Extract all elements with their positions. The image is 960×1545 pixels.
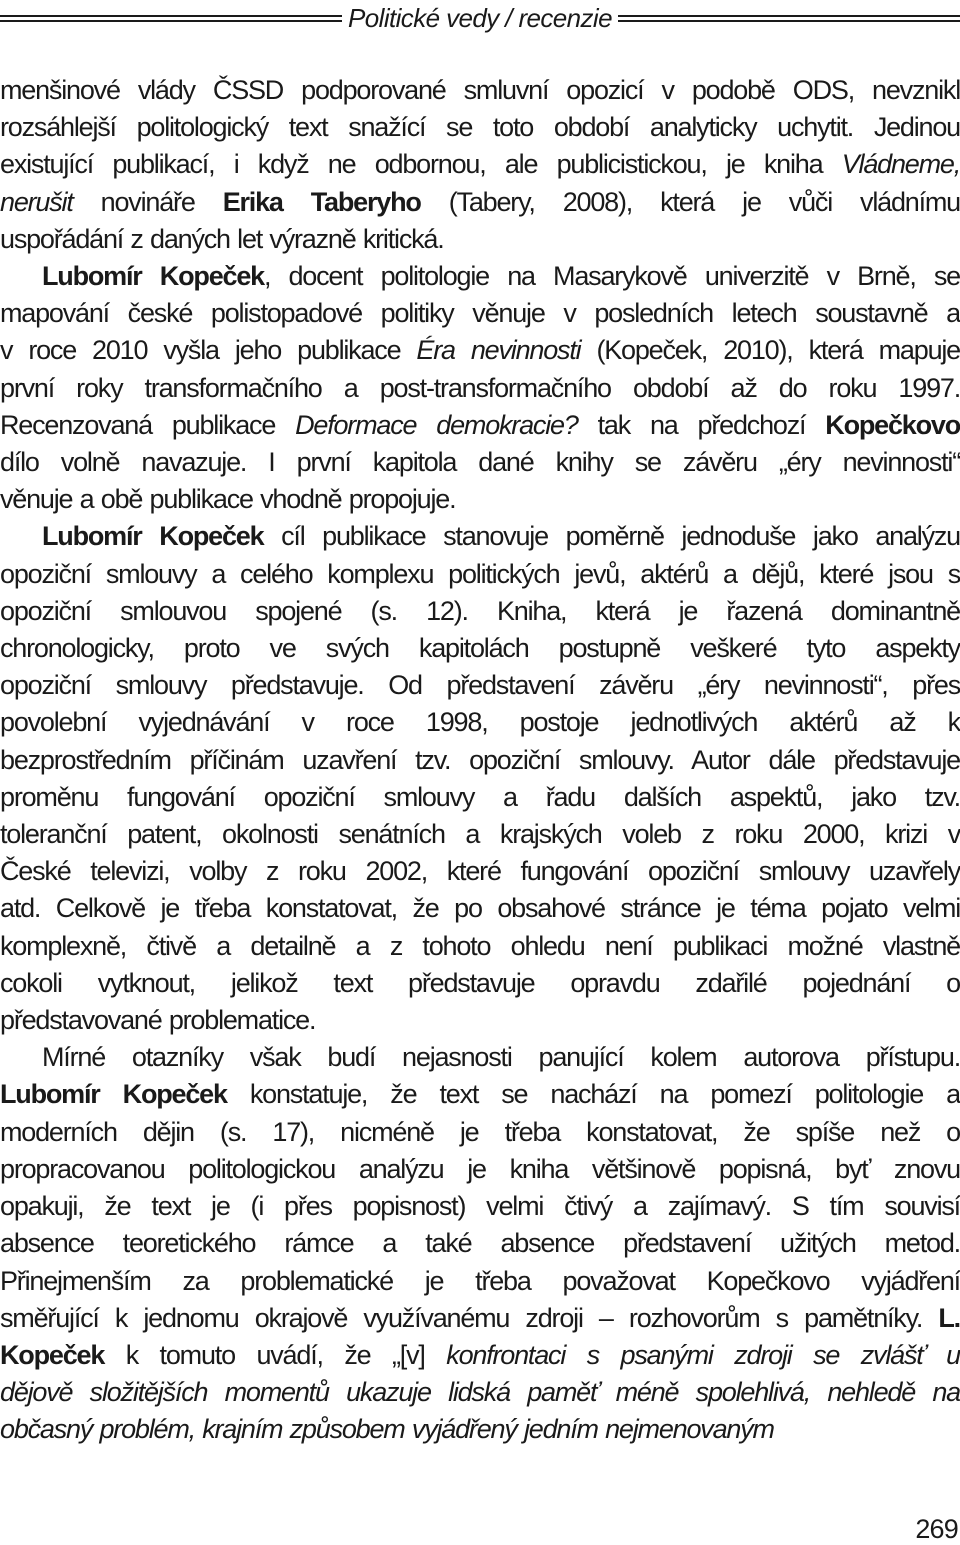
paragraph: [0, 1039, 960, 1448]
text-run: chronologicky, proto ve svých kapitolách postupně veškeré tyto aspekty: [0, 633, 960, 664]
text-run: směřující k jednomu okrajově využívanému zdroji – rozhovorům s pamětníky.: [0, 1302, 939, 1333]
italic-text: Deformace demokracie?: [295, 409, 578, 440]
header-title: Politické vedy / recenzie: [348, 2, 612, 33]
text-run: , docent politologie na Masarykově univerzitě v Brně, se: [263, 261, 960, 292]
text-run: propracovanou politologickou analýzu je kniha většinově popisná, byť znovu: [0, 1153, 960, 1184]
text-run: k tomuto uvádí, že „[v]: [104, 1339, 447, 1370]
text-line: [0, 109, 960, 146]
text-line: [0, 593, 960, 630]
text-run: tak na předchozí: [577, 409, 826, 440]
text-run: dílo volně navazuje. I první kapitola dané knihy se závěru „éry nevinnosti“: [0, 447, 960, 478]
paragraph: [0, 72, 960, 258]
text-run: rozsáhlejší politologický text snažící se toto období analyticky uchytit. Jedinou: [0, 112, 960, 143]
text-line: [0, 890, 960, 927]
text-line: [0, 630, 960, 667]
text-line: [0, 332, 960, 369]
text-run: toleranční patent, okolnosti senátních a krajských voleb z roku 2000, krizi v: [0, 819, 960, 850]
bold-text: Kopeček: [0, 1339, 105, 1370]
text-line: [0, 1002, 960, 1039]
text-run: povolební vyjednávání v roce 1998, postoje jednotlivých aktérů až k: [0, 707, 960, 738]
text-line: [0, 1188, 960, 1225]
text-line: [0, 816, 960, 853]
bold-text: Erika Taberyho: [222, 186, 421, 217]
text-line: [0, 407, 960, 444]
text-run: cíl publikace stanovuje poměrně jednoduše jako analýzu: [263, 521, 960, 552]
text-line: [0, 1337, 960, 1374]
text-line: [0, 1263, 960, 1300]
text-line: [0, 370, 960, 407]
text-run: opakuji, že text je (i přes popisnost) velmi čtivý a zajímavý. S tím souvisí: [0, 1191, 960, 1222]
text-line: [0, 667, 960, 704]
text-line: [0, 146, 960, 183]
text-run: komplexně, čtivě a detailně a z tohoto ohledu není publikaci možné vlastně: [0, 930, 960, 961]
text-run: atd. Celkově je třeba konstatovat, že po obsahové stránce je téma pojato velmi: [0, 893, 960, 924]
text-run: (Tabery, 2008), která je vůči vládnímu: [420, 186, 960, 217]
text-line: [0, 221, 960, 258]
text-run: absence teoretického rámce a také absence představení užitých metod.: [0, 1228, 960, 1259]
text-run: opoziční smlouvy a celého komplexu politických jevů, aktérů a dějů, které jsou s: [0, 558, 960, 589]
text-run: (Kopeček, 2010), která mapuje: [580, 335, 960, 366]
text-line: [0, 965, 960, 1002]
text-line: [0, 853, 960, 890]
text-line: [0, 1114, 960, 1151]
text-run: moderních dějin (s. 17), nicméně je třeba konstatovat, že spíše než o: [0, 1116, 960, 1147]
text-line: [0, 1225, 960, 1262]
bold-text: Lubomír Kopeček: [42, 521, 264, 552]
text-run: věnuje a obě publikace vhodně propojuje.: [0, 484, 456, 515]
text-run: Mírné otazníky však budí nejasnosti panující kolem autorova přístupu.: [42, 1042, 960, 1073]
page-number: 269: [915, 1514, 958, 1544]
text-line: [0, 1039, 960, 1076]
paragraph: [0, 258, 960, 518]
text-line: [0, 295, 960, 332]
text-line: [0, 72, 960, 109]
text-run: uspořádání z daných let výrazně kritická.: [0, 223, 444, 254]
header-rule-left: [0, 15, 342, 22]
italic-text: konfrontaci s psanými zdroji se zvlášť u: [446, 1339, 960, 1370]
text-run: Recenzovaná publikace: [0, 409, 296, 440]
text-run: České televizi, volby z roku 2002, které fungování opoziční smlouvy uzavřely: [0, 856, 960, 887]
paragraph: [0, 518, 960, 1039]
text-line: [0, 1151, 960, 1188]
text-line: [0, 779, 960, 816]
header-rule-right: [618, 15, 960, 22]
body-text: [0, 72, 960, 1449]
text-line: [0, 518, 960, 555]
text-run: proměnu fungování opoziční smlouvy a řadu dalších aspektů, jako tzv.: [0, 781, 960, 812]
text-run: menšinové vlády ČSSD podporované smluvní opozicí v podobě ODS, nevznikl: [0, 75, 960, 105]
text-line: [0, 1374, 960, 1411]
text-line: [0, 742, 960, 779]
text-run: mapování české polistopadové politiky věnuje v posledních letech soustavně a: [0, 298, 960, 329]
text-line: [0, 481, 960, 518]
text-run: v roce 2010 vyšla jeho publikace: [0, 335, 417, 366]
text-line: [0, 184, 960, 221]
text-run: novináře: [72, 186, 223, 217]
text-line: [0, 1300, 960, 1337]
bold-text: Lubomír Kopeček: [0, 1079, 227, 1110]
text-line: [0, 444, 960, 481]
text-line: [0, 556, 960, 593]
text-run: opoziční smlouvy představuje. Od představení závěru „éry nevinnosti“, přes: [0, 670, 960, 701]
text-run: Přinejmenším za problematické je třeba považovat Kopečkovo vyjádření: [0, 1265, 960, 1296]
text-run: existující publikací, i když ne odbornou, ale publicistickou, je kniha: [0, 149, 842, 180]
text-run: bezprostředním příčinám uzavření tzv. opoziční smlouvy. Autor dále představuje: [0, 744, 960, 775]
italic-text: dějově složitějších momentů ukazuje lidská paměť méně spolehlivá, nehledě na: [0, 1377, 960, 1408]
italic-text: nerušit: [0, 186, 73, 217]
bold-text: L.: [938, 1302, 960, 1333]
text-run: opoziční smlouvou spojené (s. 12). Kniha, která je řazená dominantně: [0, 595, 960, 626]
running-header: [0, 0, 960, 36]
text-line: [0, 1076, 960, 1113]
text-line: [0, 1411, 960, 1448]
italic-text: Éra nevinnosti: [416, 335, 581, 366]
text-line: [0, 258, 960, 295]
bold-text: Kopečkovo: [825, 409, 960, 440]
text-run: cokoli vytknout, jelikož text představuje opravdu zdařilé pojednání o: [0, 967, 960, 998]
italic-text: občasný problém, krajním způsobem vyjádřený jedním nejmenovaným: [0, 1414, 774, 1445]
text-line: [0, 928, 960, 965]
bold-text: Lubomír Kopeček: [42, 261, 264, 292]
text-line: [0, 704, 960, 741]
text-run: konstatuje, že text se nachází na pomezí politologie a: [226, 1079, 960, 1110]
text-run: první roky transformačního a post-transformačního období až do roku 1997.: [0, 372, 960, 403]
italic-text: Vládneme,: [841, 149, 960, 180]
text-run: představované problematice.: [0, 1005, 316, 1036]
